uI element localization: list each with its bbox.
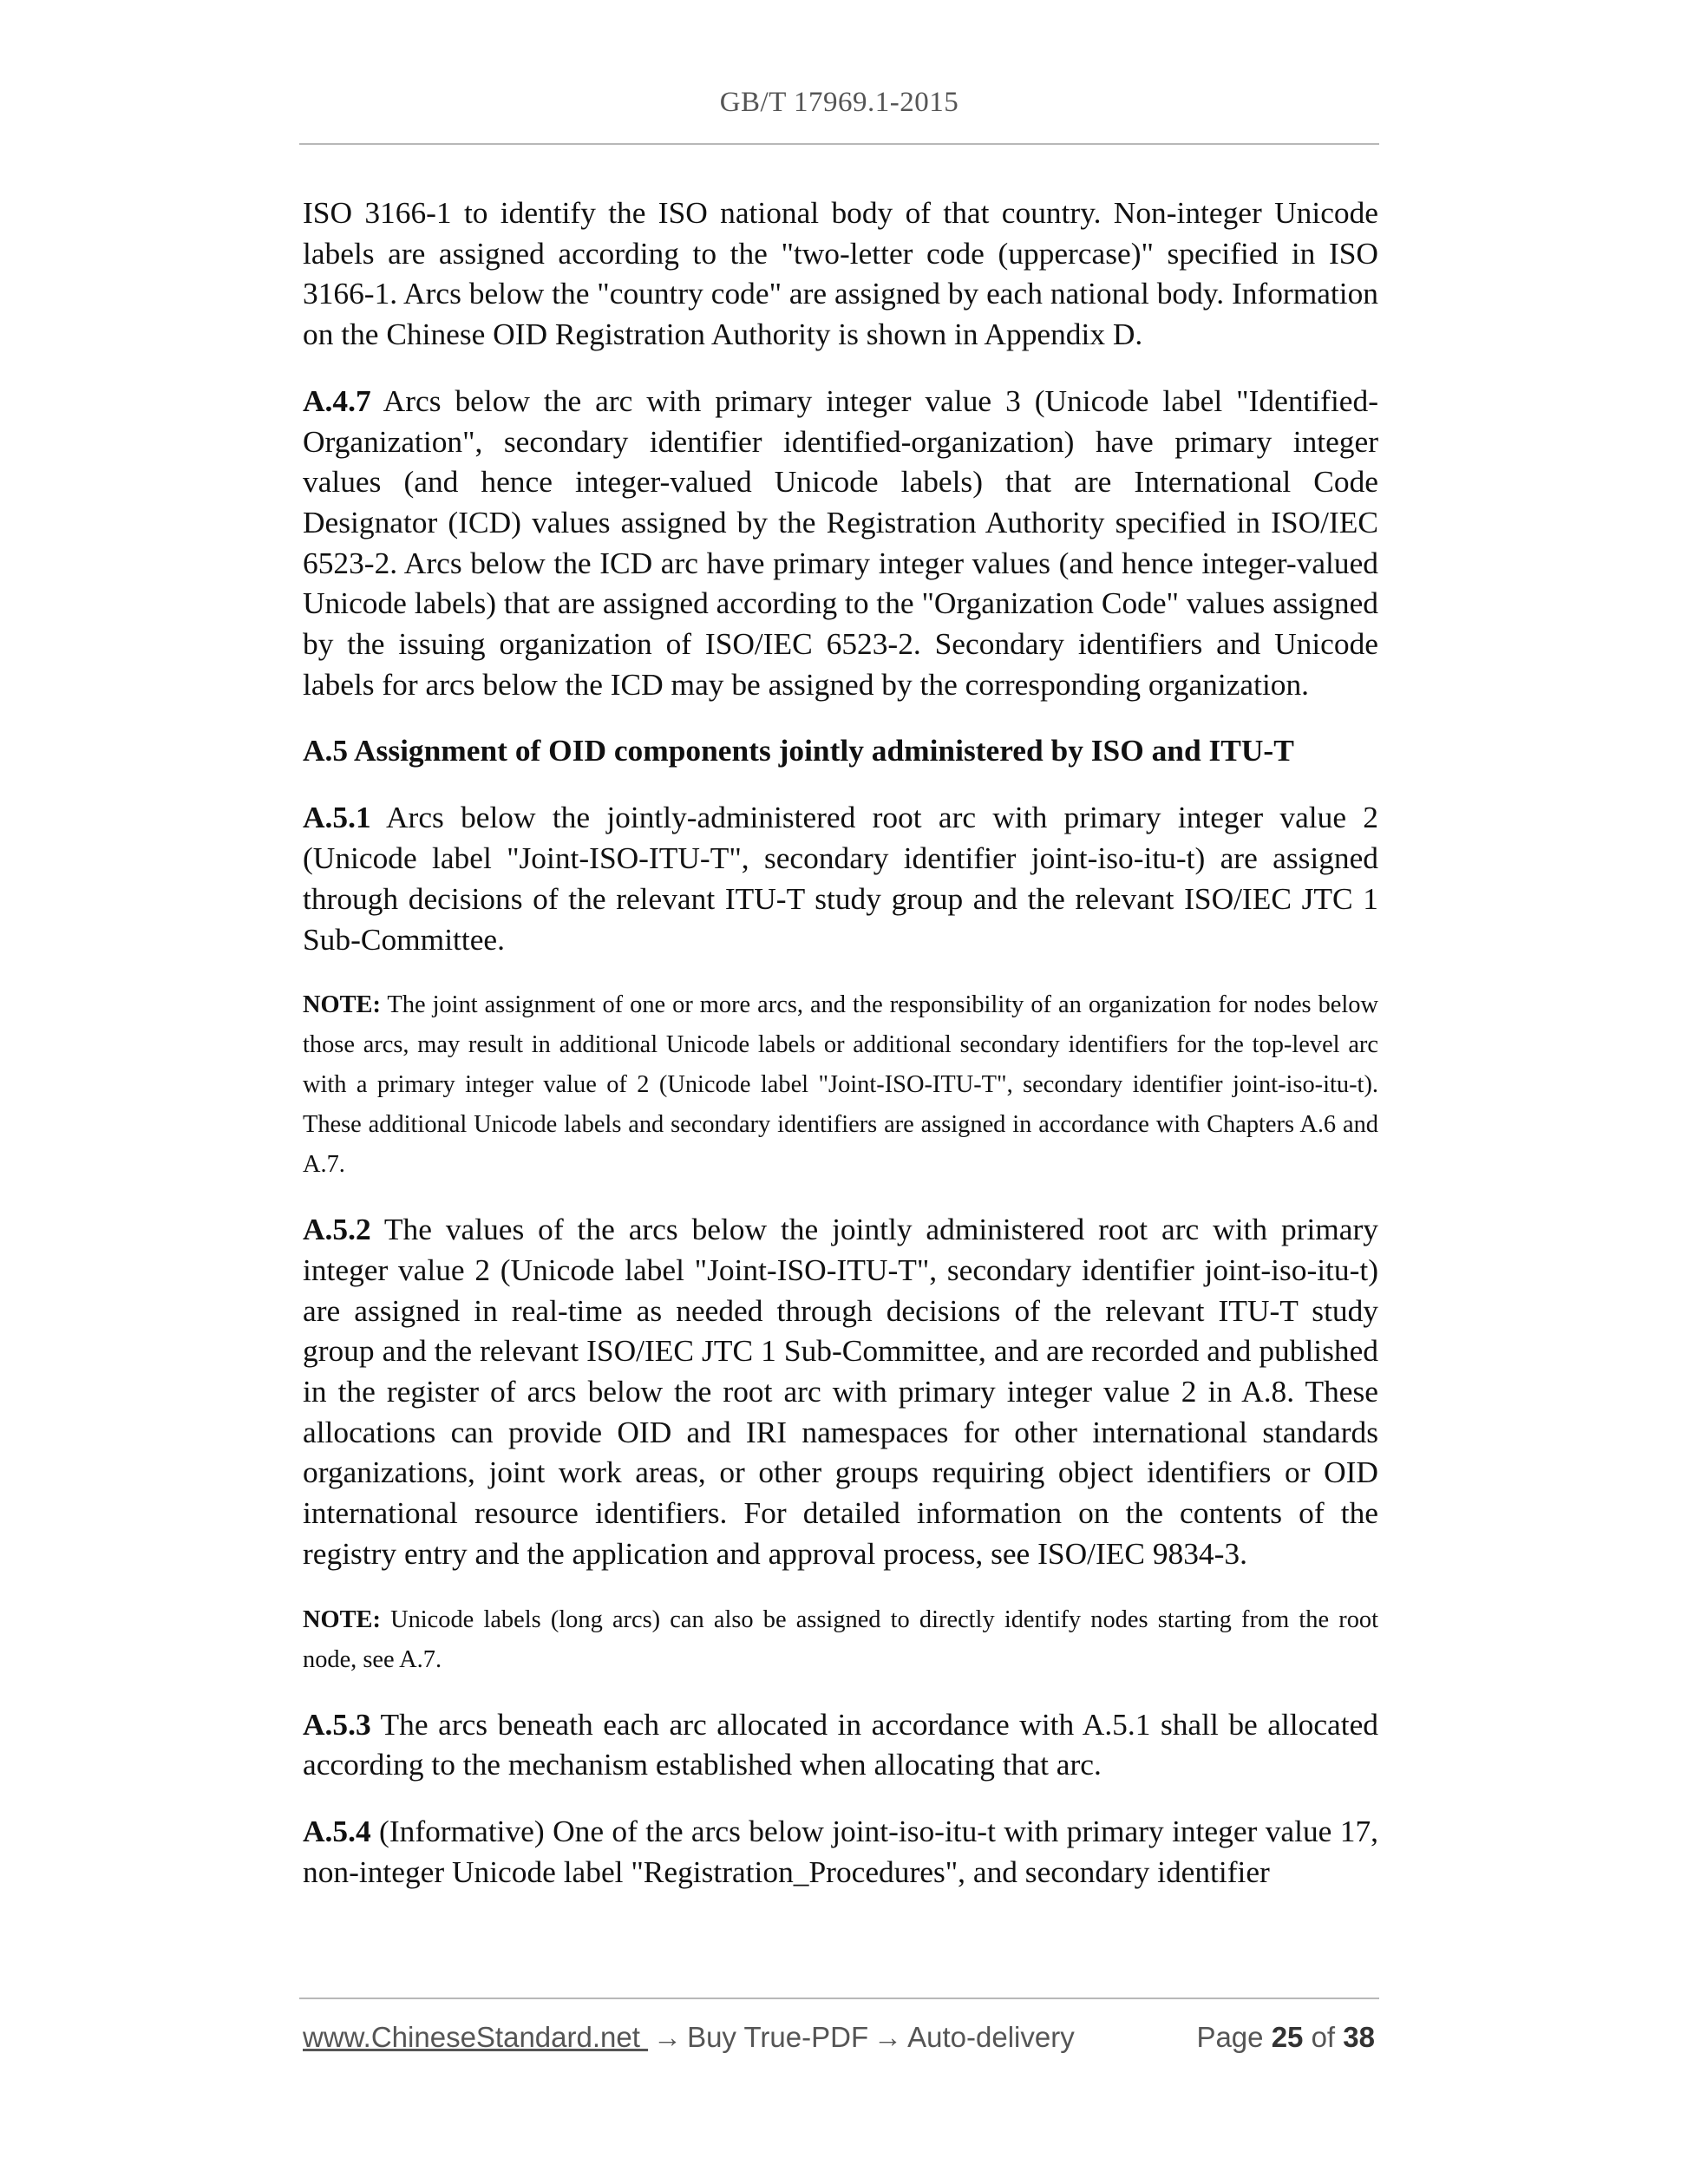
clause-number: A.4.7 [303,383,371,418]
clause-number: A.5.1 [303,800,371,835]
note-label: NOTE: [303,1605,381,1633]
page-content [303,193,1378,1918]
current-page-number: 25 [1271,2021,1304,2053]
paragraph-a47 [303,381,1378,705]
note-text: The joint assignment of one or more arcs, and the responsibility of an organization for nodes below those arcs, may result in additional Unicode labels or additional secondary identifiers for the top-level arc with a primary integer value of 2 (Unicode label "Joint-ISO-ITU-T", secondary identifier joint-iso-itu-t). These additional Unicode labels and secondary identifiers are assigned in accordance with Chapters A.6 and A.7. [303,991,1378,1179]
footer-promo [303,2021,1075,2054]
clause-text: Arcs below the arc with primary integer value 3 (Unicode label "Identified-Organization", secondary identifier identified-organization) have primary integer values (and hence integer-valued Unicode labels) that are International Code Designator (ICD) values assigned by the Registration Authority specified in ISO/IEC 6523-2. Arcs below the ICD arc have primary integer values (and hence integer-valued Unicode labels) that are assigned according to the "Organization Code" values assigned by the issuing organization of ISO/IEC 6523-2. Secondary identifiers and Unicode labels for arcs below the ICD may be assigned by the corresponding organization. [303,383,1378,702]
clause-number: A.5.4 [303,1813,371,1848]
paragraph-a52 [303,1209,1378,1573]
clause-text: Arcs below the jointly-administered root arc with primary integer value 2 (Unicode label "Joint-ISO-ITU-T", secondary identifier joint-iso-itu-t) are assigned through decisions of the relevant ITU-T study group and the relevant ISO/IEC JTC 1 Sub-Committee. [303,800,1378,957]
auto-delivery-text: Auto-delivery [907,2021,1075,2053]
of-word: of [1311,2021,1336,2053]
clause-number: A.5.3 [303,1706,371,1742]
total-page-count: 38 [1343,2021,1375,2053]
note-a51 [303,985,1378,1185]
footer-divider [299,1998,1379,1999]
paragraph-a51 [303,797,1378,959]
arrow-right-icon: → [653,2021,683,2053]
page-word: Page [1196,2021,1264,2053]
note-text: Unicode labels (long arcs) can also be assigned to directly identify nodes starting from the root node, see A.7. [303,1605,1378,1673]
paragraph-intro: ISO 3166-1 to identify the ISO national body of that country. Non-integer Unicode labels are assigned according to the "two-letter code (uppercase)" specified in ISO 3166-1. Arcs below the "country code" are assigned by each national body. Information on the Chinese OID Registration Authority is shown in Appendix D. [303,195,1378,352]
paragraph-a53 [303,1704,1378,1785]
header-divider [299,143,1379,145]
note-label: NOTE: [303,991,381,1019]
page-header-title: GB/T 17969.1-2015 [719,87,959,118]
arrow-right-icon: → [873,2021,903,2053]
note-a52 [303,1600,1378,1680]
paragraph-a54 [303,1811,1378,1892]
website-link[interactable]: www.ChineseStandard.net [303,2021,649,2053]
buy-true-pdf-text: Buy True-PDF [687,2021,869,2053]
page-footer [303,2021,1378,2061]
page-indicator [1196,2021,1375,2054]
clause-text: The values of the arcs below the jointly administered root arc with primary integer value 2 (Unicode label "Joint-ISO-ITU-T", secondary identifier joint-iso-itu-t) are assigned in real-time as needed through decisions of the relevant ITU-T study group and the relevant ISO/IEC JTC 1 Sub-Committee, and are recorded and published in the register of arcs below the root arc with primary integer value 2 in A.8. These allocations can provide OID and IRI namespaces for other international standards organizations, joint work areas, or other groups requiring object identifiers or OID international resource identifiers. For detailed information on the contents of the registry entry and the application and approval process, see ISO/IEC 9834-3. [303,1212,1378,1571]
clause-text: The arcs beneath each arc allocated in accordance with A.5.1 shall be allocated according to the mechanism established when allocating that arc. [303,1706,1378,1782]
clause-number: A.5.2 [303,1212,371,1247]
section-heading-a5: A.5 Assignment of OID components jointly administered by ISO and ITU-T [303,733,1294,768]
clause-text: (Informative) One of the arcs below joint-iso-itu-t with primary integer value 17, non-integer Unicode label "Registration_Procedures", and secondary identifier [303,1813,1378,1889]
